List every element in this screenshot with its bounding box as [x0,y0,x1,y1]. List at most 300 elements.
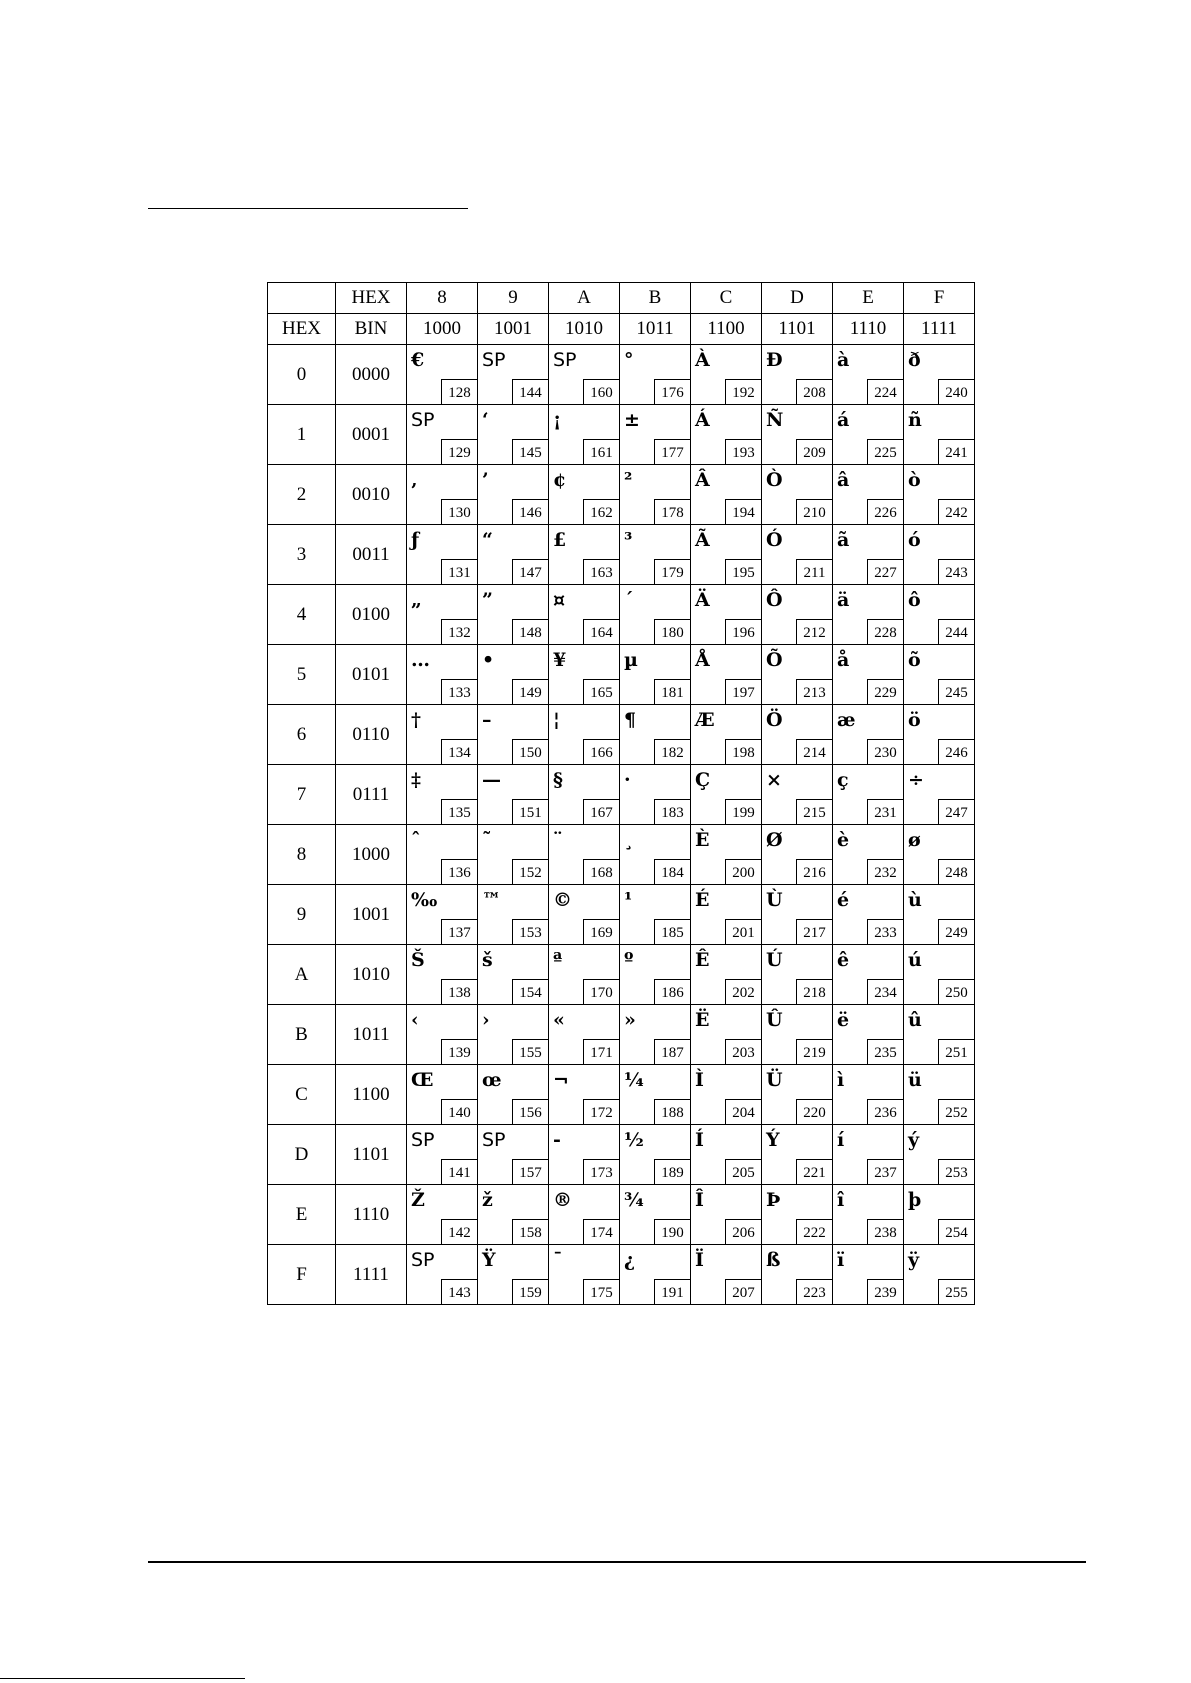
character-cell [904,465,975,525]
character-cell [833,945,904,1005]
character-cell [833,1005,904,1065]
character-glyph: ñ [908,409,922,431]
character-glyph: – [482,709,492,731]
decimal-code: 187 [654,1039,690,1064]
decimal-code: 222 [796,1219,832,1244]
character-cell [478,405,549,465]
character-glyph: Ì [695,1069,704,1091]
character-glyph: ª [553,949,563,971]
character-glyph: ê [837,949,850,971]
character-cell [904,1005,975,1065]
decimal-code: 136 [441,859,477,884]
decimal-code: 198 [725,739,761,764]
row-hex-label: 6 [268,705,336,765]
character-glyph: Ø [766,829,783,851]
row-bin-label: 1010 [336,945,407,1005]
column-bin-8: 1000 [407,314,478,345]
character-glyph: ¹ [624,889,633,911]
character-cell [691,1125,762,1185]
decimal-code: 161 [583,439,619,464]
character-glyph: Þ [766,1189,781,1211]
corner-cell [268,283,336,314]
decimal-code: 164 [583,619,619,644]
decimal-code: 208 [796,379,832,404]
character-glyph: · [624,769,631,791]
table-row [268,1065,975,1125]
character-cell [478,705,549,765]
character-cell [833,405,904,465]
decimal-code: 190 [654,1219,690,1244]
decimal-code: 152 [512,859,548,884]
character-cell [478,1125,549,1185]
row-hex-label: 0 [268,345,336,405]
character-glyph: £ [553,529,567,551]
decimal-code: 231 [867,799,903,824]
decimal-code: 130 [441,499,477,524]
row-hex-label: B [268,1005,336,1065]
character-glyph: “ [482,529,493,551]
character-cell [620,885,691,945]
row-hex-label: A [268,945,336,1005]
character-cell [833,1185,904,1245]
character-cell [407,765,478,825]
character-glyph: Đ [766,349,783,371]
character-cell [549,525,620,585]
character-cell [407,345,478,405]
character-cell [407,1005,478,1065]
decimal-code: 234 [867,979,903,1004]
character-glyph: ú [908,949,922,971]
character-glyph: ³ [624,529,633,551]
character-cell [407,705,478,765]
character-cell [549,405,620,465]
character-glyph: æ [837,709,856,731]
decimal-code: 249 [938,919,974,944]
decimal-code: 229 [867,679,903,704]
character-glyph: õ [908,649,921,671]
character-glyph: ä [837,589,850,611]
decimal-code: 233 [867,919,903,944]
character-cell [762,345,833,405]
decimal-code: 162 [583,499,619,524]
character-cell [762,1005,833,1065]
character-glyph: î [837,1189,845,1211]
character-glyph: ‘ [482,409,489,431]
character-glyph: › [482,1009,490,1031]
decimal-code: 252 [938,1099,974,1124]
character-glyph: § [553,769,563,791]
character-cell [549,825,620,885]
character-cell [407,1065,478,1125]
character-glyph: Ÿ [482,1249,496,1271]
decimal-code: 156 [512,1099,548,1124]
character-glyph: ð [908,349,921,371]
decimal-code: 135 [441,799,477,824]
decimal-code: 227 [867,559,903,584]
decimal-code: 219 [796,1039,832,1064]
character-glyph: ü [908,1069,922,1091]
row-bin-label: 0011 [336,525,407,585]
table-row [268,465,975,525]
character-glyph: û [908,1009,922,1031]
character-glyph: ¯ [553,1249,563,1271]
character-glyph: Ú [766,949,783,971]
character-cell [478,1185,549,1245]
character-cell [762,1065,833,1125]
character-code-table [267,282,975,1305]
character-cell [407,1185,478,1245]
character-glyph: ø [908,829,921,851]
decimal-code: 175 [583,1279,619,1304]
character-cell [762,585,833,645]
decimal-code: 224 [867,379,903,404]
character-cell [620,1125,691,1185]
character-cell [833,645,904,705]
decimal-code: 218 [796,979,832,1004]
decimal-code: 248 [938,859,974,884]
decimal-code: 178 [654,499,690,524]
character-glyph: Æ [695,709,715,731]
character-cell [549,1245,620,1305]
decimal-code: 228 [867,619,903,644]
decimal-code: 214 [796,739,832,764]
decimal-code: 244 [938,619,974,644]
character-cell [904,705,975,765]
decimal-code: 168 [583,859,619,884]
character-cell [620,405,691,465]
decimal-code: 217 [796,919,832,944]
character-cell [549,705,620,765]
character-cell [833,525,904,585]
hex-header-row [268,283,975,314]
character-cell [691,945,762,1005]
character-cell [691,1005,762,1065]
character-cell [762,705,833,765]
decimal-code: 196 [725,619,761,644]
character-glyph: ì [837,1069,845,1091]
decimal-code: 166 [583,739,619,764]
row-hex-label: C [268,1065,336,1125]
character-glyph: Ž [411,1189,425,1211]
decimal-code: 243 [938,559,974,584]
decimal-code: 216 [796,859,832,884]
row-hex-label: 5 [268,645,336,705]
column-bin-c: 1100 [691,314,762,345]
character-cell [833,1245,904,1305]
column-bin-e: 1110 [833,314,904,345]
decimal-code: 157 [512,1159,548,1184]
character-glyph: â [837,469,850,491]
row-bin-label: 1011 [336,1005,407,1065]
decimal-code: 212 [796,619,832,644]
decimal-code: 183 [654,799,690,824]
decimal-code: 150 [512,739,548,764]
table-row [268,705,975,765]
character-cell [478,1245,549,1305]
character-glyph: á [837,409,850,431]
character-cell [762,1125,833,1185]
character-cell [762,465,833,525]
character-cell [620,705,691,765]
character-glyph: » [624,1009,636,1031]
character-glyph: Â [695,469,710,491]
character-glyph: • [482,649,495,671]
character-cell [549,1125,620,1185]
column-hex-f: F [904,283,975,314]
row-bin-label: 1001 [336,885,407,945]
decimal-code: 137 [441,919,477,944]
decimal-code: 171 [583,1039,619,1064]
character-glyph: Œ [411,1069,434,1091]
character-cell [904,405,975,465]
decimal-code: 211 [796,559,832,584]
row-bin-label: 0100 [336,585,407,645]
decimal-code: 131 [441,559,477,584]
decimal-code: 182 [654,739,690,764]
character-glyph: š [482,949,493,971]
character-glyph: ÿ [908,1249,920,1271]
decimal-code: 226 [867,499,903,524]
column-bin-a: 1010 [549,314,620,345]
character-glyph: † [411,709,421,731]
character-cell [620,1065,691,1125]
character-glyph: Š [411,949,425,971]
decimal-code: 144 [512,379,548,404]
decimal-code: 180 [654,619,690,644]
character-cell [407,585,478,645]
decimal-code: 142 [441,1219,477,1244]
decimal-code: 213 [796,679,832,704]
decimal-code: 200 [725,859,761,884]
character-glyph: ½ [624,1129,644,1151]
character-cell [904,1245,975,1305]
character-glyph: Ô [766,589,783,611]
character-cell [833,1065,904,1125]
character-cell [904,525,975,585]
character-glyph: ˜ [482,829,492,851]
character-cell [762,525,833,585]
decimal-code: 138 [441,979,477,1004]
character-cell [762,1185,833,1245]
character-cell [407,405,478,465]
row-bin-label: 0001 [336,405,407,465]
character-cell [691,705,762,765]
character-glyph: Ê [695,949,710,971]
character-cell [407,825,478,885]
character-glyph: Ò [766,469,783,491]
character-cell [833,825,904,885]
character-cell [407,525,478,585]
table-row [268,765,975,825]
decimal-code: 197 [725,679,761,704]
character-cell [691,765,762,825]
character-glyph: ¡ [553,409,562,431]
decimal-code: 236 [867,1099,903,1124]
row-bin-label: 1111 [336,1245,407,1305]
character-cell [620,645,691,705]
decimal-code: 128 [441,379,477,404]
character-cell [407,465,478,525]
character-glyph: ¿ [624,1249,636,1271]
decimal-code: 239 [867,1279,903,1304]
character-cell [904,1125,975,1185]
decimal-code: 206 [725,1219,761,1244]
row-bin-label: 0111 [336,765,407,825]
character-cell [762,1245,833,1305]
character-cell [904,645,975,705]
decimal-code: 133 [441,679,477,704]
character-glyph: ƒ [411,529,420,551]
character-glyph: µ [624,649,638,671]
character-glyph: ò [908,469,921,491]
hex-row-label: HEX [268,314,336,345]
character-glyph: ï [837,1249,845,1271]
character-cell [478,585,549,645]
row-bin-label: 1110 [336,1185,407,1245]
character-cell [407,945,478,1005]
character-rows [268,345,975,1305]
character-cell [620,1185,691,1245]
decimal-code: 146 [512,499,548,524]
footer-rule [148,1561,1086,1563]
character-cell [833,585,904,645]
decimal-code: 174 [583,1219,619,1244]
character-glyph: ± [624,409,640,431]
character-glyph: Í [695,1129,704,1151]
character-cell [691,1065,762,1125]
character-glyph: É [695,889,710,911]
character-glyph: à [837,349,850,371]
character-glyph: … [411,649,430,671]
character-cell [478,1005,549,1065]
character-glyph: ã [837,529,850,551]
character-cell [620,1005,691,1065]
character-cell [833,465,904,525]
character-cell [549,345,620,405]
character-glyph: ® [553,1189,572,1211]
character-cell [478,945,549,1005]
character-cell [478,525,549,585]
character-glyph: SP [482,349,506,371]
character-glyph: © [553,889,572,911]
character-glyph: ” [482,589,493,611]
decimal-code: 193 [725,439,761,464]
row-hex-label: 8 [268,825,336,885]
character-cell [620,345,691,405]
character-cell [691,645,762,705]
row-hex-label: D [268,1125,336,1185]
character-cell [904,1185,975,1245]
character-glyph: SP [411,409,435,431]
row-hex-label: 2 [268,465,336,525]
character-cell [904,765,975,825]
row-bin-label: 1101 [336,1125,407,1185]
character-glyph: ° [624,349,634,371]
character-glyph: Ü [766,1069,783,1091]
character-cell [549,945,620,1005]
character-glyph: ¨ [553,829,563,851]
character-glyph: Ë [695,1009,710,1031]
character-cell [549,465,620,525]
character-glyph: ù [908,889,922,911]
column-hex-9: 9 [478,283,549,314]
character-glyph: Ù [766,889,783,911]
decimal-code: 176 [654,379,690,404]
column-hex-e: E [833,283,904,314]
character-glyph: Ó [766,529,783,551]
decimal-code: 148 [512,619,548,644]
character-cell [478,765,549,825]
row-hex-label: 7 [268,765,336,825]
decimal-code: 134 [441,739,477,764]
decimal-code: 242 [938,499,974,524]
character-glyph: å [837,649,850,671]
decimal-code: 191 [654,1279,690,1304]
character-glyph: ‡ [411,769,421,791]
character-glyph: Ï [695,1249,704,1271]
character-cell [620,525,691,585]
character-glyph: í [837,1129,845,1151]
decimal-code: 202 [725,979,761,1004]
decimal-code: 154 [512,979,548,1004]
character-glyph: „ [411,589,422,611]
decimal-code: 163 [583,559,619,584]
row-bin-label: 0010 [336,465,407,525]
character-cell [478,825,549,885]
character-glyph: È [695,829,710,851]
character-cell [904,945,975,1005]
character-cell [904,1065,975,1125]
character-glyph: ó [908,529,921,551]
decimal-code: 238 [867,1219,903,1244]
character-glyph: ÷ [908,769,924,791]
row-hex-label: 1 [268,405,336,465]
character-glyph: Ä [695,589,710,611]
column-hex-b: B [620,283,691,314]
column-bin-d: 1101 [762,314,833,345]
row-bin-label: 0110 [336,705,407,765]
character-glyph: ¶ [624,709,637,731]
table-row [268,1245,975,1305]
decimal-code: 145 [512,439,548,464]
hex-column-label: HEX [336,283,407,314]
table-row [268,405,975,465]
character-glyph: ´ [624,589,634,611]
decimal-code: 255 [938,1279,974,1304]
character-glyph: ¥ [553,649,567,671]
decimal-code: 147 [512,559,548,584]
row-hex-label: 9 [268,885,336,945]
decimal-code: 158 [512,1219,548,1244]
character-cell [478,345,549,405]
character-cell [904,585,975,645]
header-rule [148,208,468,209]
decimal-code: 194 [725,499,761,524]
decimal-code: 185 [654,919,690,944]
decimal-code: 195 [725,559,761,584]
character-glyph: ¦ [553,709,560,731]
decimal-code: 151 [512,799,548,824]
character-glyph: Û [766,1009,783,1031]
row-hex-label: F [268,1245,336,1305]
decimal-code: 159 [512,1279,548,1304]
decimal-code: 177 [654,439,690,464]
character-cell [478,465,549,525]
character-glyph: « [553,1009,565,1031]
table-row [268,825,975,885]
decimal-code: 165 [583,679,619,704]
character-cell [620,765,691,825]
